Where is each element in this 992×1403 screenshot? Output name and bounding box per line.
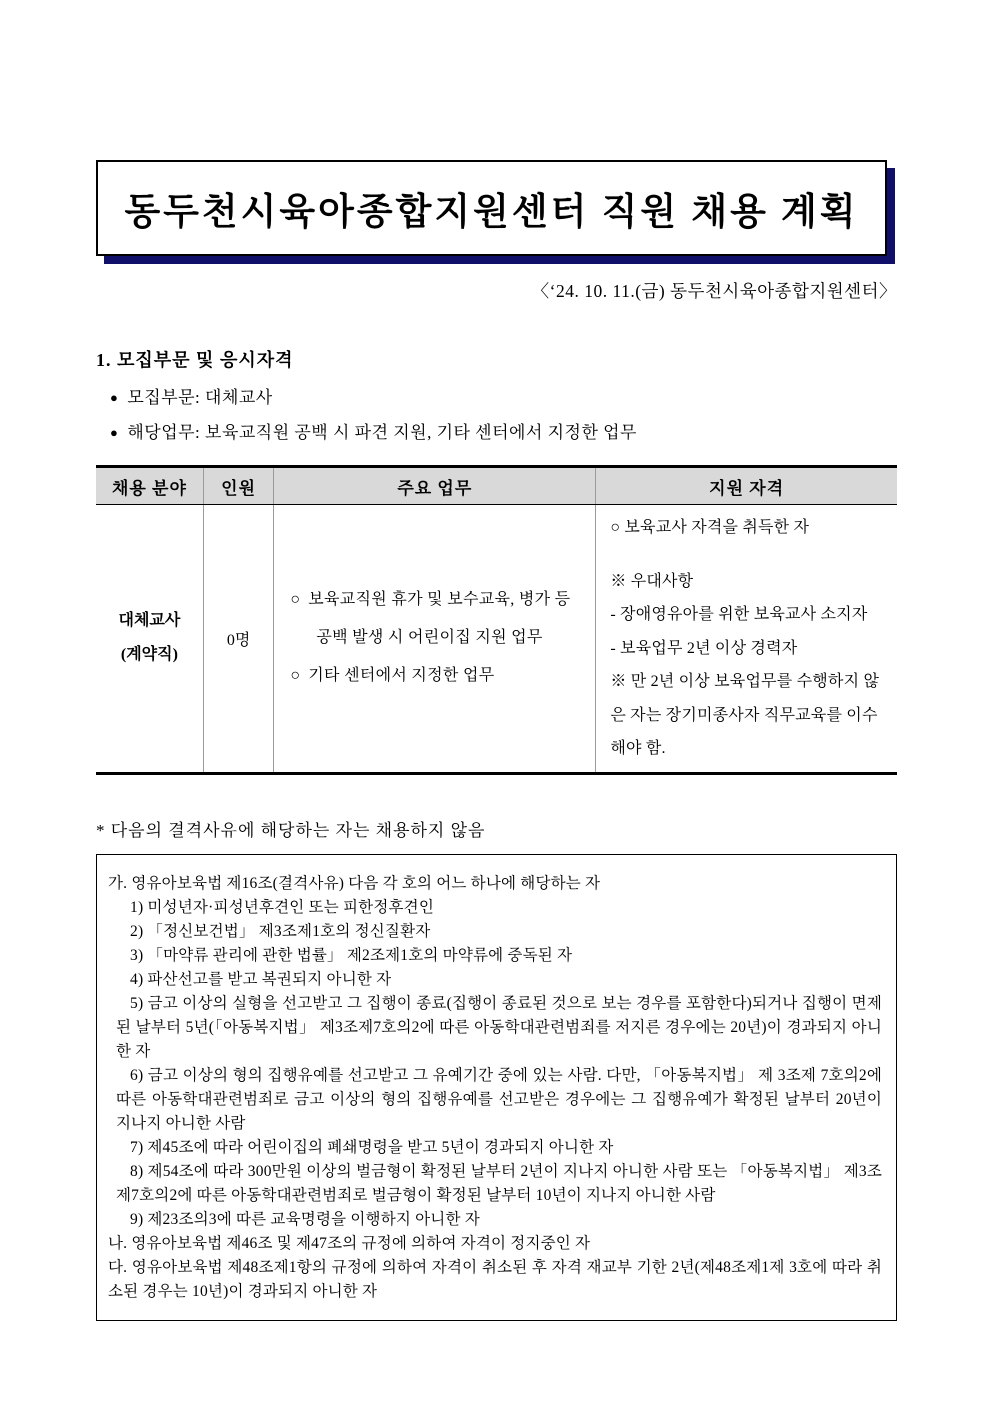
document-content — [96, 0, 897, 1321]
duties-cell — [274, 505, 596, 774]
eligibility-item: 다. 영유아보육법 제48조제1항의 규정에 의하여 자격이 취소된 후 자격 재교부 기한 2년(제48조제1제 3호에 따라 취소된 경우는 10년)이 경과되지 아니한 자 — [108, 1258, 882, 1300]
eligibility-item: 가. 영유아보육법 제16조(결격사유) 다음 각 호의 어느 하나에 해당하는 자 — [108, 874, 601, 892]
eligibility-item: 나. 영유아보육법 제46조 및 제47조의 규정에 의하여 자격이 정지중인 자 — [108, 1234, 591, 1252]
bullet-text: 해당업무: 보육교직원 공백 시 파견 지원, 기타 센터에서 지정한 업무 — [127, 423, 637, 442]
section-heading: 1. 모집부문 및 응시자격 — [96, 350, 294, 370]
eligibility-item: 9) 제23조의3에 따른 교육명령을 이행하지 아니한 자 — [130, 1210, 480, 1228]
circle-marker-icon: ○ — [290, 591, 301, 609]
bullet-list — [96, 380, 897, 450]
eligibility-item: 8) 제54조에 따라 300만원 이상의 벌금형이 확정된 날부터 2년이 지나지 아니한 사람 또는 「아동복지법」 제3조제7호의2에 따른 아동학대관련범죄로 벌금형이 확정된 날부터 10년이 지나지 아니한 사람 — [116, 1162, 882, 1204]
bullet-icon: ● — [110, 425, 119, 440]
duty-text: 기타 센터에서 지정한 업무 — [308, 667, 495, 685]
duty-item — [290, 581, 585, 657]
eligibility-item: 6) 금고 이상의 형의 집행유예를 선고받고 그 유예기간 중에 있는 사람. 다만, 「아동복지법」 제 3조제 7호의2에 따른 아동학대관련범죄로 금고 이상의 형의 집행유예를 선고받은 경우에는 그 집행유예가 확정된 날부터 20년이 지나지 아니한 사람 — [116, 1066, 882, 1132]
bullet-icon: ● — [110, 390, 119, 405]
duty-text: 보육교직원 휴가 및 보수교육, 병가 등 공백 발생 시 어린이집 지원 업무 — [308, 591, 571, 647]
headcount-cell: 0명 — [203, 505, 273, 774]
disqualification-note: * 다음의 결격사유에 해당하는 자는 채용하지 않음 — [96, 820, 486, 840]
circle-marker-icon: ○ — [290, 667, 301, 685]
duty-item — [290, 657, 585, 695]
qualification-line: - 보육업무 2년 이상 경력자 — [610, 639, 798, 657]
eligibility-box — [96, 854, 897, 1321]
title-box — [96, 160, 887, 256]
qualification-line: ○ 보육교사 자격을 취득한 자 — [610, 519, 810, 536]
field-contract-type: (계약직) — [120, 646, 178, 664]
date-line: 〈‘24. 10. 11.(금) 동두천시육아종합지원센터〉 — [531, 281, 897, 301]
eligibility-item: 1) 미성년자·피성년후견인 또는 피한정후견인 — [130, 898, 435, 916]
table-header-row — [96, 467, 897, 505]
header-cell-field: 채용 분야 — [96, 467, 203, 505]
header-cell-duties: 주요 업무 — [274, 467, 596, 505]
qualification-line: ※ 우대사항 — [610, 572, 694, 590]
eligibility-item: 7) 제45조에 따라 어린이집의 폐쇄명령을 받고 5년이 경과되지 아니한 자 — [130, 1138, 614, 1156]
eligibility-item: 5) 금고 이상의 실형을 선고받고 그 집행이 종료(집행이 종료된 것으로 보는 경우를 포함한다)되거나 집행이 면제된 날부터 5년(「아동복지법」 제3조제7호의2에 따른 아동학대관련범죄를 저지른 경우에는 20년)이 경과되지 아니한 자 — [116, 994, 882, 1060]
eligibility-item: 4) 파산선고를 받고 복권되지 아니한 자 — [130, 970, 392, 988]
eligibility-item: 2) 「정신보건법」 제3조제1호의 정신질환자 — [130, 922, 431, 940]
qualifications-cell — [596, 505, 897, 774]
header-cell-headcount: 인원 — [203, 467, 273, 505]
table-row — [96, 505, 897, 774]
recruit-table — [96, 465, 897, 775]
header-cell-qualifications: 지원 자격 — [596, 467, 897, 505]
field-name: 대체교사 — [118, 612, 181, 630]
bullet-item-duty — [96, 415, 897, 450]
bullet-text: 모집부문: 대체교사 — [127, 388, 273, 407]
eligibility-item: 3) 「마약류 관리에 관한 법률」 제2조제1호의 마약류에 중독된 자 — [130, 946, 573, 964]
field-cell — [96, 505, 203, 774]
qualification-line-blank — [610, 545, 889, 565]
bullet-item-recruit-field — [96, 380, 897, 415]
qualification-line: ※ 만 2년 이상 보육업무를 수행하지 않은 자는 장기미종사자 직무교육를 이수해야 함. — [610, 673, 880, 757]
qualification-line: - 장애영유아를 위한 보육교사 소지자 — [610, 606, 868, 623]
page-title: 동두천시육아종합지원센터 직원 채용 계획 — [124, 192, 859, 233]
